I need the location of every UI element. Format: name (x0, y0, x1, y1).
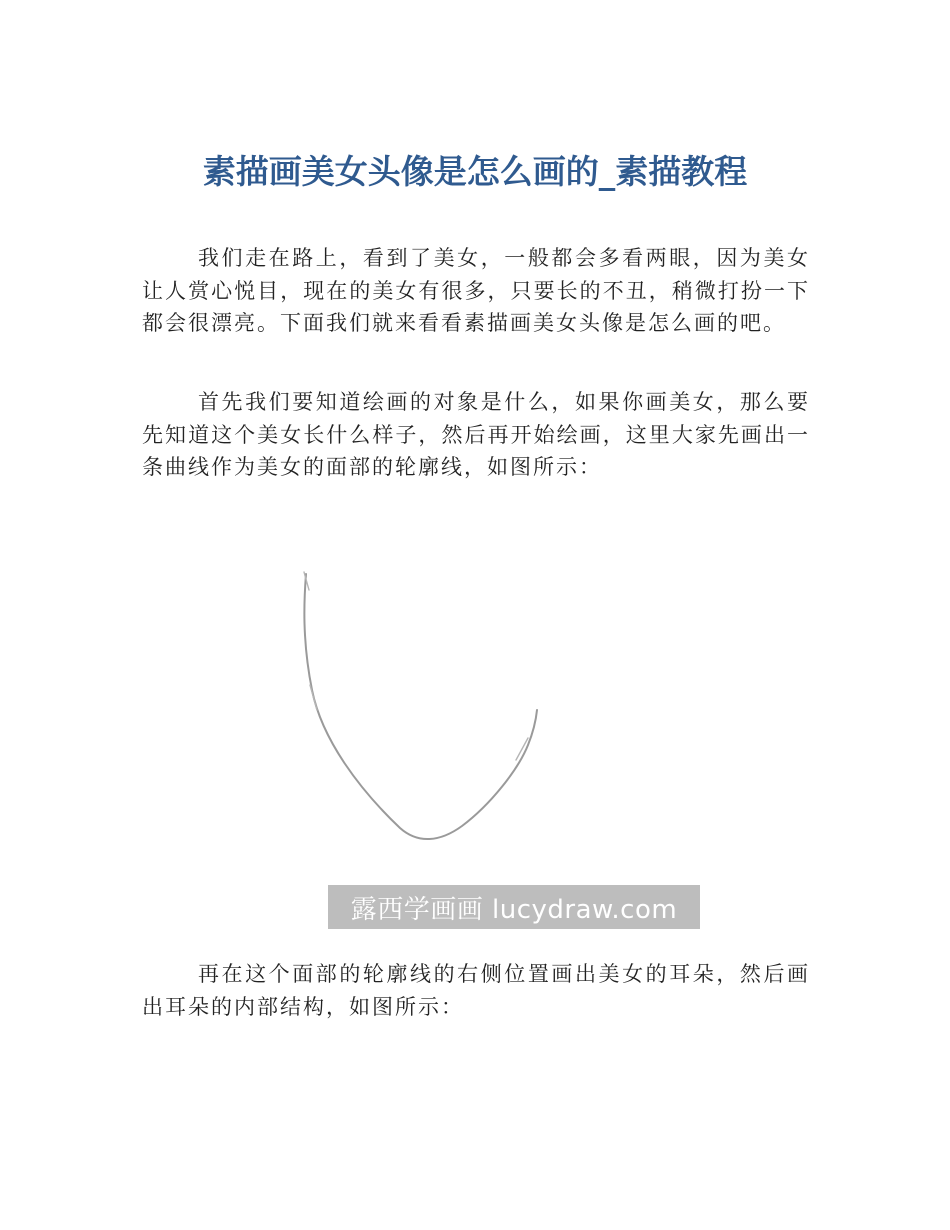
watermark: 露西学画画 lucydraw.com (328, 885, 700, 929)
paragraph-step-2: 再在这个面部的轮廓线的右侧位置画出美女的耳朵，然后画出耳朵的内部结构，如图所示： (142, 962, 810, 1019)
face-contour-sketch (290, 560, 560, 860)
paragraph-step-1: 首先我们要知道绘画的对象是什么，如果你画美女，那么要先知道这个美女长什么样子，然后再开始绘画，这里大家先画出一条曲线作为美女的面部的轮廓线，如图所示： (142, 390, 810, 479)
face-contour-stroke-detail (304, 572, 528, 760)
paragraph-intro: 我们走在路上，看到了美女，一般都会多看两眼，因为美女让人赏心悦目，现在的美女有很多，只要长的不丑，稍微打扮一下都会很漂亮。下面我们就来看看素描画美女头像是怎么画的吧。 (142, 246, 810, 335)
page-title: 素描画美女头像是怎么画的_素描教程 (202, 152, 748, 191)
face-contour-line (304, 574, 537, 839)
